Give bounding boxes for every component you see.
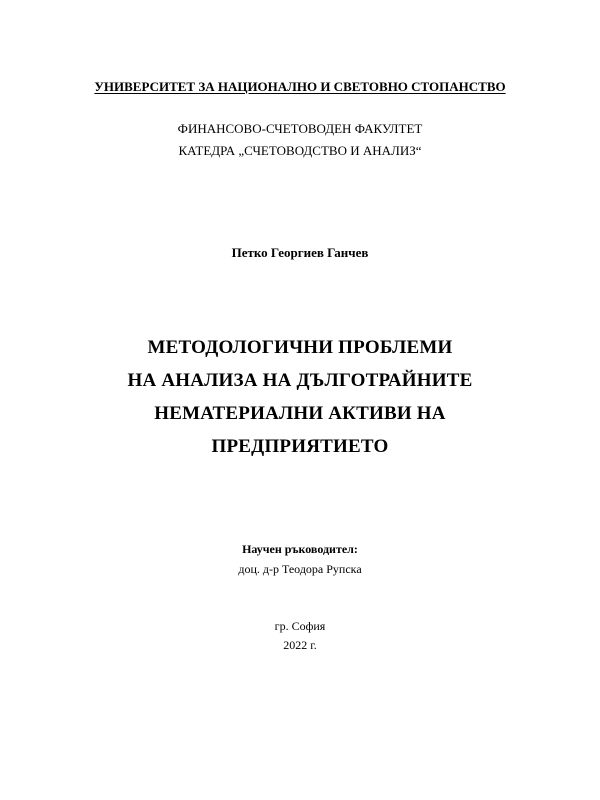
thesis-title-line: МЕТОДОЛОГИЧНИ ПРОБЛЕМИ xyxy=(147,337,453,358)
year: 2022 г. xyxy=(283,638,317,652)
city: гр. София xyxy=(274,619,326,633)
thesis-title-line: ПРЕДПРИЯТИЕТО xyxy=(211,436,389,457)
author-name: Петко Георгиев Ганчев xyxy=(231,245,369,260)
supervisor-name: доц. д-р Теодора Рупска xyxy=(238,562,362,576)
thesis-title-line: НА АНАЛИЗА НА ДЪЛГОТРАЙНИТЕ xyxy=(127,370,473,391)
thesis-title-line: НЕМАТЕРИАЛНИ АКТИВИ НА xyxy=(154,403,446,424)
faculty-name: ФИНАНСОВО-СЧЕТОВОДЕН ФАКУЛТЕТ xyxy=(177,121,423,136)
supervisor-label: Научен ръководител: xyxy=(242,542,358,556)
department-name: КАТЕДРА „СЧЕТОВОДСТВО И АНАЛИЗ“ xyxy=(178,143,422,158)
university-name: УНИВЕРСИТЕТ ЗА НАЦИОНАЛНО И СВЕТОВНО СТОПАНСТВО xyxy=(94,79,506,94)
